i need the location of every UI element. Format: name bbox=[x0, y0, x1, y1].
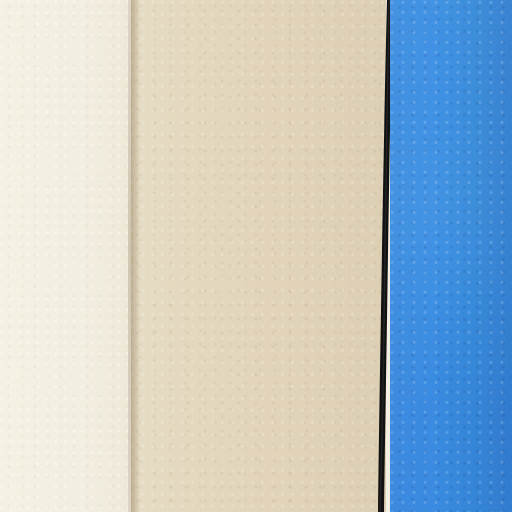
middle-tan-paper bbox=[131, 0, 386, 512]
right-blue-paper bbox=[390, 0, 512, 512]
left-cream-paper bbox=[0, 0, 131, 512]
